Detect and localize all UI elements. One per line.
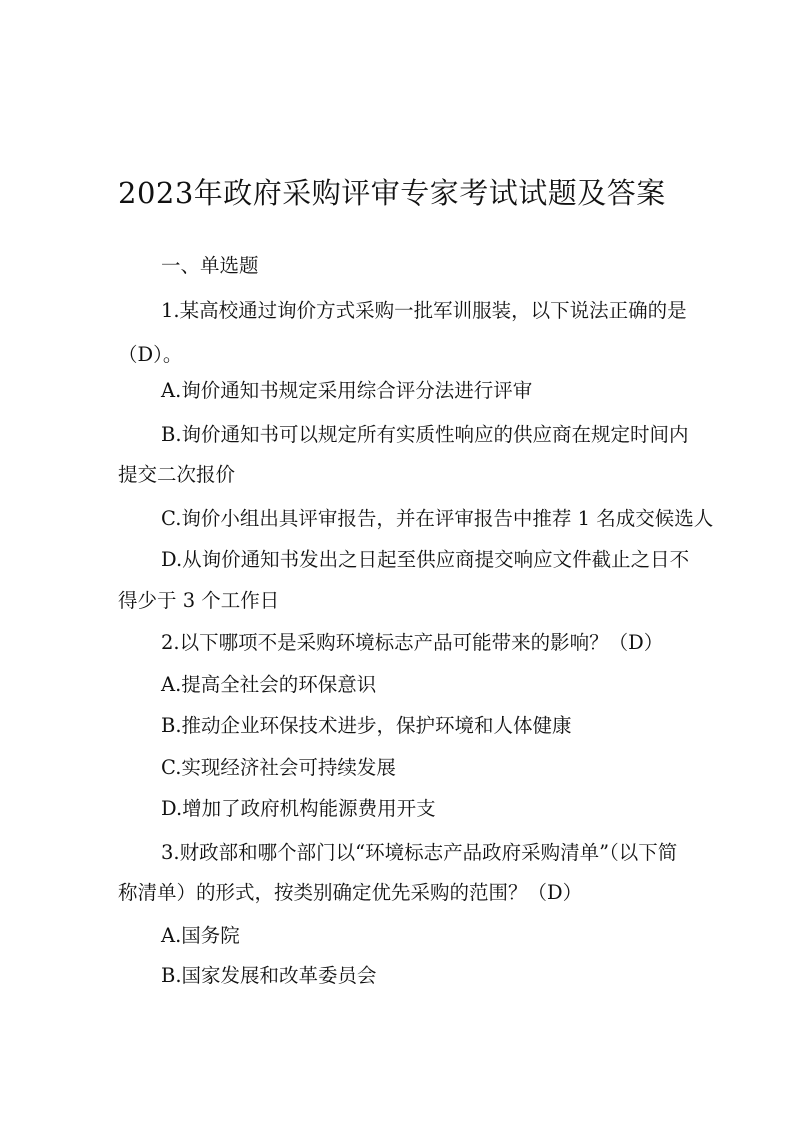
question-3-stem-continued: 称清单）的形式，按类别确定优先采购的范围？（D） — [118, 881, 583, 904]
question-1-stem: 1.某高校通过询价方式采购一批军训服装，以下说法正确的是 — [161, 299, 687, 322]
question-2-option-d: D.增加了政府机构能源费用开支 — [161, 797, 436, 820]
question-2-stem: 2.以下哪项不是采购环境标志产品可能带来的影响？（D） — [161, 631, 664, 654]
section-heading: 一、单选题 — [161, 254, 259, 277]
question-1-option-b-continued: 提交二次报价 — [118, 463, 236, 486]
question-1-option-d-continued: 得少于 3 个工作日 — [118, 589, 280, 612]
document-title: 2023年政府采购评审专家考试试题及答案 — [118, 176, 666, 210]
question-1-stem-continued: （D）。 — [118, 343, 183, 366]
question-2-option-c: C.实现经济社会可持续发展 — [161, 756, 396, 779]
question-1-option-d: D.从询价通知书发出之日起至供应商提交响应文件截止之日不 — [161, 548, 690, 571]
question-1-option-a: A.询价通知书规定采用综合评分法进行评审 — [161, 379, 533, 402]
question-2-option-a: A.提高全社会的环保意识 — [161, 673, 377, 696]
question-3-option-a: A.国务院 — [161, 924, 240, 947]
question-3-option-b: B.国家发展和改革委员会 — [161, 964, 377, 987]
question-1-option-c: C.询价小组出具评审报告，并在评审报告中推荐 1 名成交候选人 — [161, 507, 714, 530]
question-3-stem: 3.财政部和哪个部门以“环境标志产品政府采购清单”（以下简 — [161, 841, 678, 864]
question-1-option-b: B.询价通知书可以规定所有实质性响应的供应商在规定时间内 — [161, 423, 689, 446]
question-2-option-b: B.推动企业环保技术进步，保护环境和人体健康 — [161, 714, 572, 737]
